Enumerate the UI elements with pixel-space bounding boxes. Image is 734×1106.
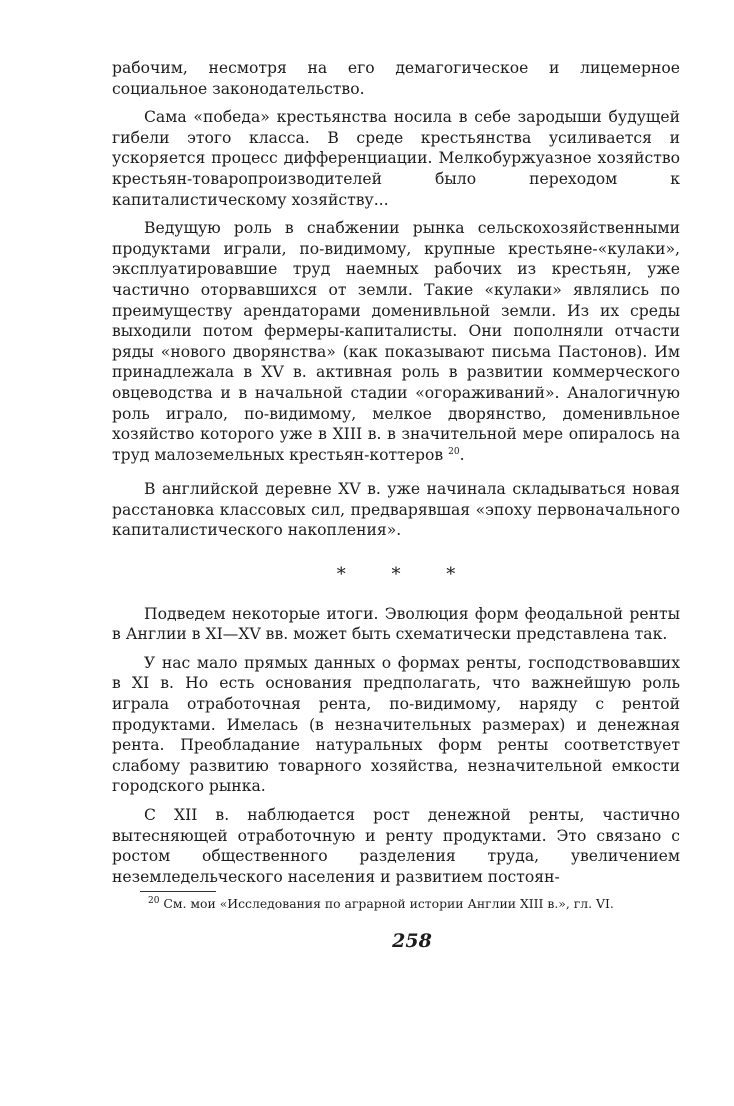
paragraph-summary: Подведем некоторые итоги. Эволюция форм феодальной ренты в Англии в XI—XV вв. может быть схематически представлена так. xyxy=(112,604,680,644)
footnote-text: См. мои «Исследования по аграрной истории Англии XIII в.», гл. VI. xyxy=(163,896,614,912)
paragraph-kulaks-text: Ведущую роль в снабжении рынка сельскохозяйственными продуктами играли, по-видимому, крупные крестьяне-«кулаки», эксплуатировавшие труд наемных рабочих из крестьян, уже частично оторвавшихся от земли. Такие «кулаки» являлись по преимуществу арендаторами доменивльной земли. Из их среды выходили потом фермеры-капиталисты. Они пополняли отчасти ряды «нового дворянства» (как показывают письма Пастонов). Им принадлежала в XV в. активная роль в развитии коммерческого овцеводства и в начальной стадии «огораживаний». Аналогичную роль играло, по-видимому, мелкое дворянство, доменивльное хозяйство которого уже в XIII в. в значительной мере опиралось на труд малоземельных крестьян-коттеров xyxy=(112,219,680,464)
page-body xyxy=(112,58,680,951)
paragraph-eleventh-century: У нас мало прямых данных о формах ренты, господствовавших в XI в. Но есть основания предполагать, что важнейшую роль играла отработочная рента, по-видимому, наряду с рентой продуктами. Имелась (в незначительных размерах) и денежная рента. Преобладание натуральных форм ренты соответствует слабому развитию товарного хозяйства, незначительной емкости городского рынка. xyxy=(112,653,680,796)
section-separator-stars: * * * xyxy=(336,564,476,586)
paragraph-peasant-victory: Сама «победа» крестьянства носила в себе зародыши будущей гибели этого класса. В среде крестьянства усиливается и ускоряется процесс дифференциации. Мелкобуржуазное хозяйство крестьян-товаропроизводителей было переходом к капиталистическому хозяйству... xyxy=(112,108,680,209)
page-number: 258 xyxy=(392,929,432,952)
footnote-divider xyxy=(140,891,216,892)
paragraph-english-village: В английской деревне XV в. уже начинала складываться новая расстановка классовых сил, предварявшая «эпоху первоначального капиталистического накопления». xyxy=(112,480,680,540)
paragraph-continuation: рабочим, несмотря на его демагогическое и лицемерное социальное законодательство. xyxy=(112,59,680,98)
footnote-number: 20 xyxy=(148,896,160,907)
paragraph-twelfth-century: С XII в. наблюдается рост денежной ренты, частично вытесняющей отработочную и ренту продуктами. Это связано с ростом общественного разделения труда, увеличением неземледельческого населения и развитием постоян- xyxy=(112,806,680,886)
paragraph-kulaks-end: . xyxy=(459,445,465,464)
footnote-reference: 20 xyxy=(448,446,460,457)
paragraph-kulaks xyxy=(112,218,680,465)
footnote xyxy=(112,896,680,913)
